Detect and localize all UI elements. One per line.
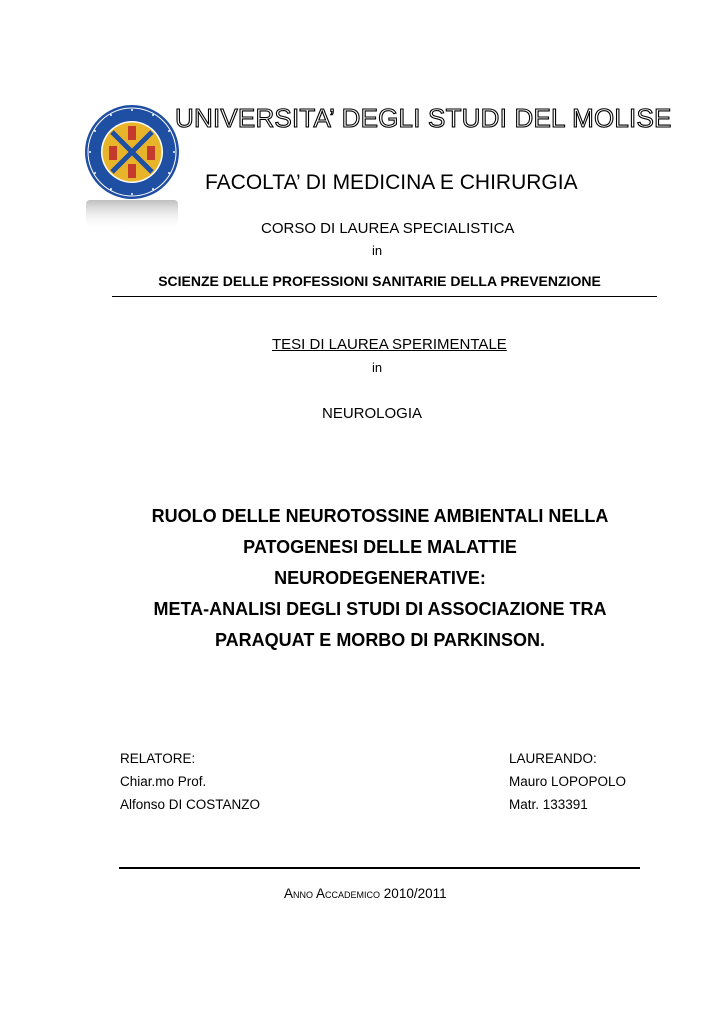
connector-in: in bbox=[372, 243, 383, 258]
thesis-type: TESI DI LAUREA SPERIMENTALE bbox=[272, 336, 507, 353]
thesis-title-line: PARAQUAT E MORBO DI PARKINSON. bbox=[214, 630, 545, 650]
supervisor-name: Alfonso DI COSTANZO bbox=[120, 797, 261, 812]
supervisor-label: RELATORE: bbox=[120, 751, 196, 766]
candidate-matricola: Matr. 133391 bbox=[509, 797, 588, 812]
thesis-title-line: META-ANALISI DEGLI STUDI DI ASSOCIAZIONE TRA bbox=[153, 599, 607, 619]
supervisor-honorific: Chiar.mo Prof. bbox=[120, 774, 207, 789]
academic-year-label: Anno Accademico bbox=[284, 886, 381, 901]
connector-in: in bbox=[372, 360, 383, 375]
thesis-title bbox=[100, 501, 660, 656]
university-seal-icon bbox=[82, 102, 182, 232]
header-divider bbox=[112, 296, 657, 297]
candidate-block bbox=[509, 747, 626, 816]
thesis-title-line: NEURODEGENERATIVE: bbox=[274, 568, 486, 588]
thesis-title-line: PATOGENESI DELLE MALATTIE bbox=[243, 537, 517, 557]
academic-year bbox=[284, 886, 447, 901]
course-type: CORSO DI LAUREA SPECIALISTICA bbox=[261, 220, 515, 237]
thesis-discipline: NEUROLOGIA bbox=[322, 405, 423, 422]
candidate-label: LAUREANDO: bbox=[509, 751, 597, 766]
academic-year-value: 2010/2011 bbox=[383, 886, 447, 901]
degree-program: SCIENZE DELLE PROFESSIONI SANITARIE DELLA PREVENZIONE bbox=[158, 273, 601, 289]
candidate-name: Mauro LOPOPOLO bbox=[509, 774, 627, 789]
thesis-title-line: RUOLO DELLE NEUROTOSSINE AMBIENTALI NELLA bbox=[151, 506, 609, 526]
faculty-name: FACOLTA’ DI MEDICINA E CHIRURGIA bbox=[205, 171, 578, 194]
supervisor-block bbox=[120, 747, 260, 816]
university-name: UNIVERSITA’ DEGLI STUDI DEL MOLISE bbox=[175, 103, 672, 133]
footer-divider bbox=[119, 867, 640, 869]
